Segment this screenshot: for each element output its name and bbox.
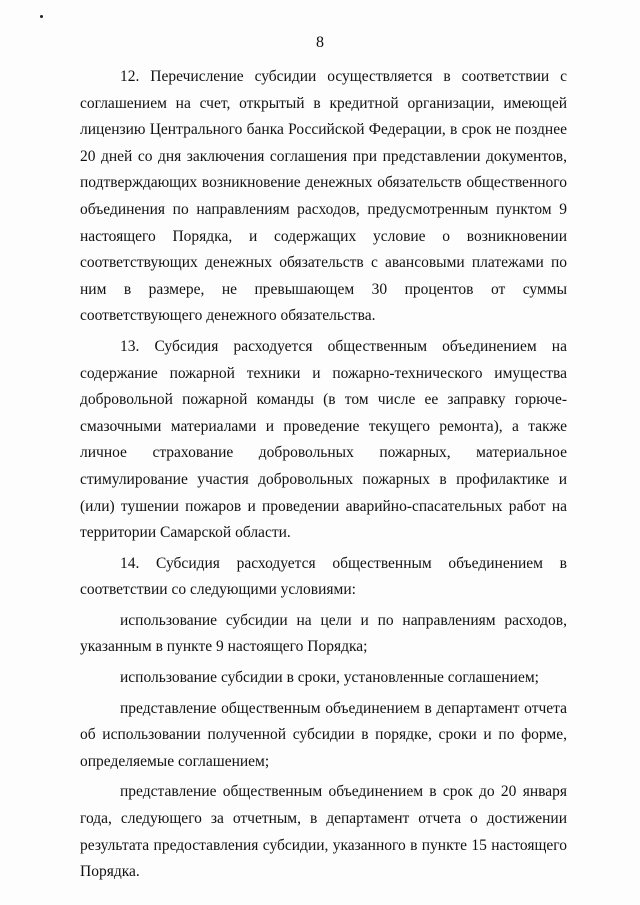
- document-body: [80, 64, 567, 890]
- condition-item-2: использование субсидии в сроки, установленные соглашением;: [120, 669, 539, 687]
- paragraph-13: 13. Субсидия расходуется общественным объединением на содержание пожарной техники и пожарно-технического имущества добровольной пожарной команды (в том числе ее заправку горюче-смазочными материалами и проведение текущего ремонта), а также личное страхование добровольных пожарных, материальное стимулирование участия добровольных пожарных в профилактике и (или) тушении пожаров и проведении аварийно-спасательных работ на территории Самарской области.: [80, 337, 567, 542]
- condition-item-4: представление общественным объединением в срок до 20 января года, следующего за отчетным, в департамент отчета о достижении результата предоставления субсидии, указанного в пункте 15 настоящего Порядка.: [80, 783, 567, 881]
- condition-item-3: представление общественным объединением в департамент отчета об использовании полученной субсидии в порядке, сроки и по форме, определяемые соглашением;: [80, 699, 567, 770]
- condition-item-1: использование субсидии на цели и по направлениям расходов, указанным в пункте 9 настоящего Порядка;: [80, 611, 567, 656]
- paragraph-12: 12. Перечисление субсидии осуществляется в соответствии с соглашением на счет, открытый в кредитной организации, имеющей лицензию Центрального банка Российской Федерации, в срок не позднее 20 дней со дня заключения соглашения при представлении документов, подтверждающих возникновение денежных обязательств общественного объединения по направлениям расходов, предусмотренным пунктом 9 настоящего Порядка, и содержащих условие о возникновении соответствующих денежных обязательств с авансовыми платежами по ним в размере, не превышающем 30 процентов от суммы соответствующего денежного обязательства.: [80, 68, 567, 325]
- paragraph-14: 14. Субсидия расходуется общественным объединением в соответствии со следующими условиями:: [80, 554, 567, 599]
- page-number: 8: [316, 34, 324, 51]
- scan-speck: [40, 15, 43, 18]
